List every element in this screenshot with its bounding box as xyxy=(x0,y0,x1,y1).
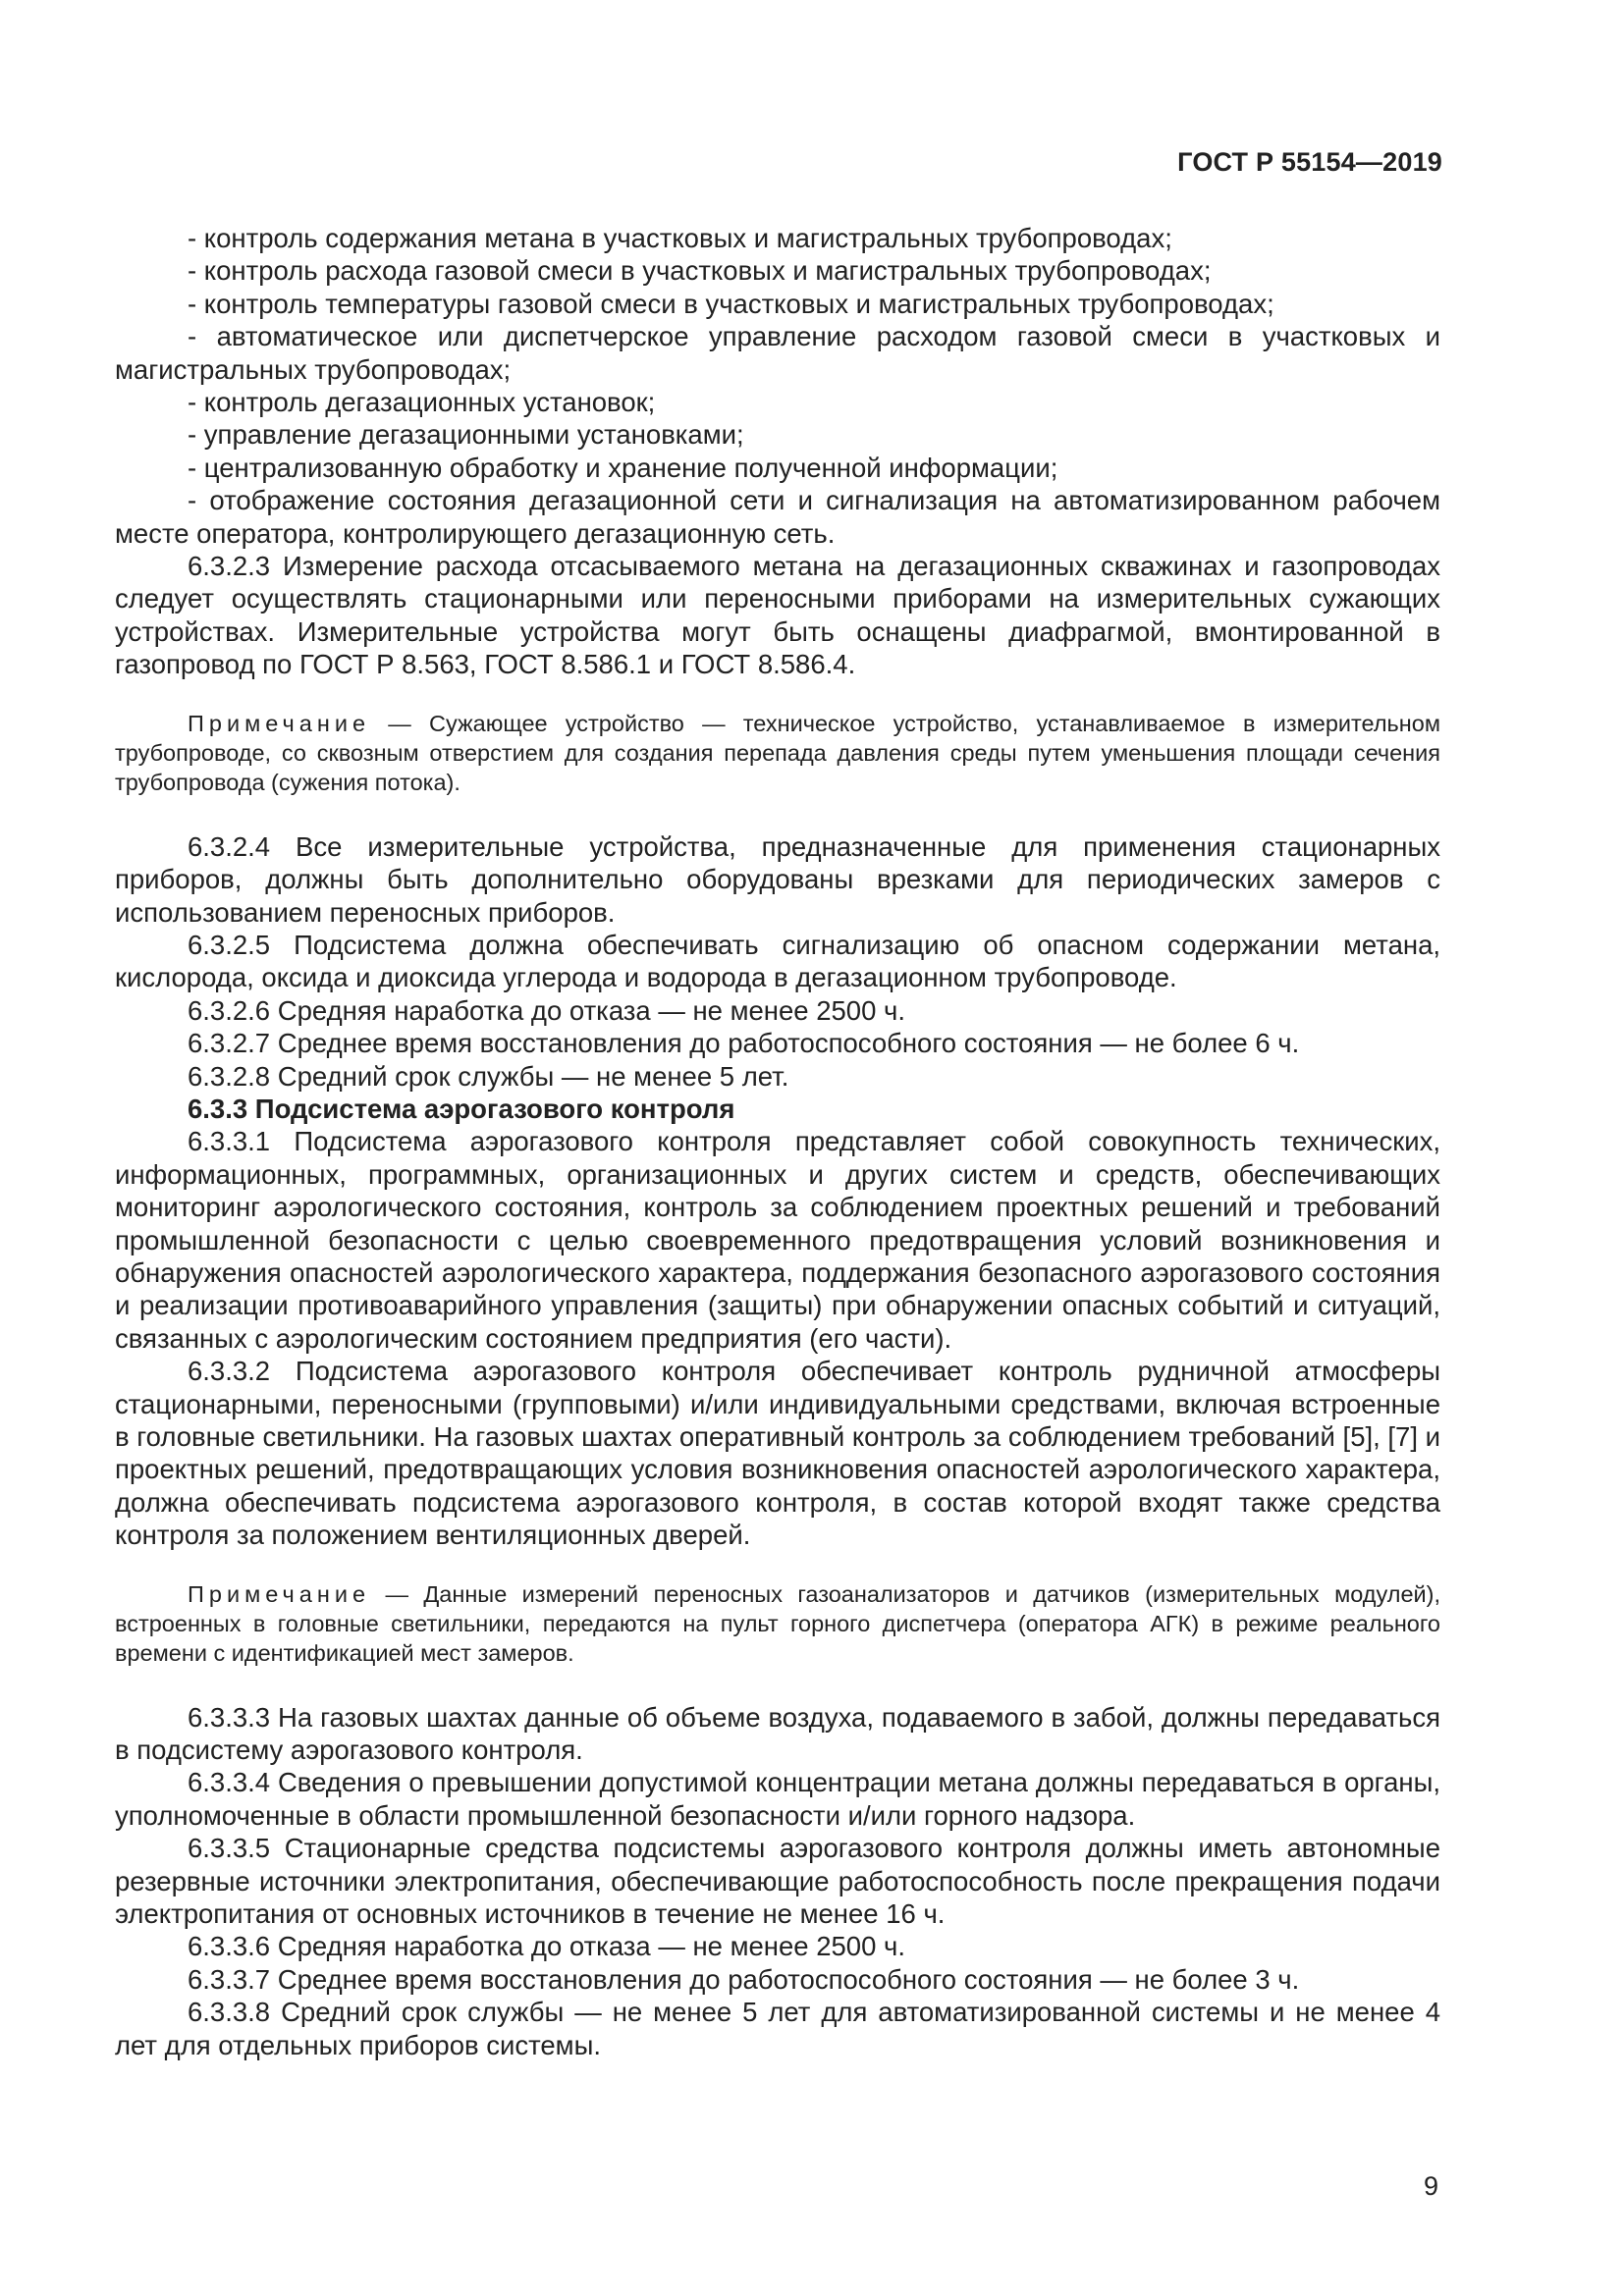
list-item: - управление дегазационными установками; xyxy=(188,419,744,451)
list-item: - отображение состояния дегазационной сети и сигнализация на автоматизированном рабочем месте оператора, контролирующего дегазационную сеть. xyxy=(115,485,1440,549)
paragraph-6-3-2-5: 6.3.2.5 Подсистема должна обеспечивать сигнализацию об опасном содержании метана, кислорода, оксида и диоксида углерода и водорода в дегазационном трубопроводе. xyxy=(115,929,1440,993)
note xyxy=(115,709,1440,797)
paragraph-6-3-3-1: 6.3.3.1 Подсистема аэрогазового контроля представляет собой совокупность технических, информационных, программных, организационных и других систем и средств, обеспечивающих мониторинг аэрологического состояния, контроль за соблюдением проектных решений и требований промышленной безопасности с целью своевременного предотвращения условий возникновения и обнаружения опасностей аэрологического характера, поддержания безопасного аэрогазового состояния и реализации противоаварийного управления (защиты) при обнаружении опасных событий и ситуаций, связанных с аэрологическим состоянием предприятия (его части). xyxy=(115,1126,1440,1354)
paragraph-6-3-2-3: 6.3.2.3 Измерение расхода отсасываемого метана на дегазационных скважинах и газопроводах следует осуществлять стационарными или переносными приборами на измерительных сужающих устройствах. Измерительные устройства могут быть оснащены диафрагмой, вмонтированной в газопровод по ГОСТ Р 8.563, ГОСТ 8.586.1 и ГОСТ 8.586.4. xyxy=(115,551,1440,680)
paragraph-6-3-3-4: 6.3.3.4 Сведения о превышении допустимой концентрации метана должны передаваться в органы, уполномоченные в области промышленной безопасности и/или горного надзора. xyxy=(115,1767,1440,1831)
document-code: ГОСТ Р 55154—2019 xyxy=(1177,147,1442,177)
note-text: — Сужающее устройство — техническое устройство, устанавливаемое в измерительном трубопроводе, со сквозным отверстием для создания перепада давления среды путем уменьшения площади сечения трубопровода (сужения потока). xyxy=(115,710,1440,795)
note-label: Примечание xyxy=(188,710,371,736)
paragraph-6-3-3-6: 6.3.3.6 Средняя наработка до отказа — не менее 2500 ч. xyxy=(188,1931,906,1962)
list-item: - контроль расхода газовой смеси в участковых и магистральных трубопроводах; xyxy=(188,255,1212,287)
paragraph-6-3-2-8: 6.3.2.8 Средний срок службы — не менее 5 лет. xyxy=(188,1060,789,1092)
list-item: - автоматическое или диспетчерское управление расходом газовой смеси в участковых и магистральных трубопроводах; xyxy=(115,321,1440,385)
paragraph-6-3-2-4: 6.3.2.4 Все измерительные устройства, предназначенные для применения стационарных приборов, должны быть дополнительно оборудованы врезками для периодических замеров с использованием переносных приборов. xyxy=(115,830,1440,928)
note-text: — Данные измерений переносных газоанализаторов и датчиков (измерительных модулей), встроенных в головные светильники, передаются на пульт горного диспетчера (оператора АГК) в режиме реального времени с идентификацией мест замеров. xyxy=(115,1580,1440,1666)
page-body xyxy=(115,222,1440,2061)
list-item: - контроль температуры газовой смеси в участковых и магистральных трубопроводах; xyxy=(188,288,1274,319)
note xyxy=(115,1579,1440,1668)
paragraph-6-3-3-3: 6.3.3.3 На газовых шахтах данные об объеме воздуха, подаваемого в забой, должны передаваться в подсистему аэрогазового контроля. xyxy=(115,1701,1440,1766)
list-item: - централизованную обработку и хранение полученной информации; xyxy=(188,452,1058,483)
page-number: 9 xyxy=(1423,2171,1438,2201)
paragraph-6-3-3-8: 6.3.3.8 Средний срок службы — не менее 5 лет для автоматизированной системы и не менее 4 лет для отдельных приборов системы. xyxy=(115,1997,1440,2060)
paragraph-6-3-2-7: 6.3.2.7 Среднее время восстановления до работоспособного состояния — не более 6 ч. xyxy=(188,1028,1300,1059)
paragraph-6-3-2-6: 6.3.2.6 Средняя наработка до отказа — не менее 2500 ч. xyxy=(188,994,906,1026)
paragraph-6-3-3-5: 6.3.3.5 Стационарные средства подсистемы аэрогазового контроля должны иметь автономные резервные источники электропитания, обеспечивающие работоспособность после прекращения подачи электропитания от основных источников в течение не менее 16 ч. xyxy=(115,1833,1440,1930)
list-item: - контроль дегазационных установок; xyxy=(188,387,656,418)
section-heading: 6.3.3 Подсистема аэрогазового контроля xyxy=(188,1093,735,1124)
paragraph-6-3-3-2: 6.3.3.2 Подсистема аэрогазового контроля обеспечивает контроль рудничной атмосферы стационарными, переносными (групповыми) и/или индивидуальными средствами, включая встроенные в головные светильники. На газовых шахтах оперативный контроль за соблюдением требований [5], [7] и проектных решений, предотвращающих условия возникновения опасностей аэрологического характера, должна обеспечивать подсистема аэрогазового контроля, в состав которой входят также средства контроля за положением вентиляционных дверей. xyxy=(115,1356,1440,1551)
paragraph-6-3-3-7: 6.3.3.7 Среднее время восстановления до работоспособного состояния — не более 3 ч. xyxy=(188,1963,1300,1995)
note-label: Примечание xyxy=(188,1580,371,1607)
list-item: - контроль содержания метана в участковых и магистральных трубопроводах; xyxy=(188,223,1172,253)
